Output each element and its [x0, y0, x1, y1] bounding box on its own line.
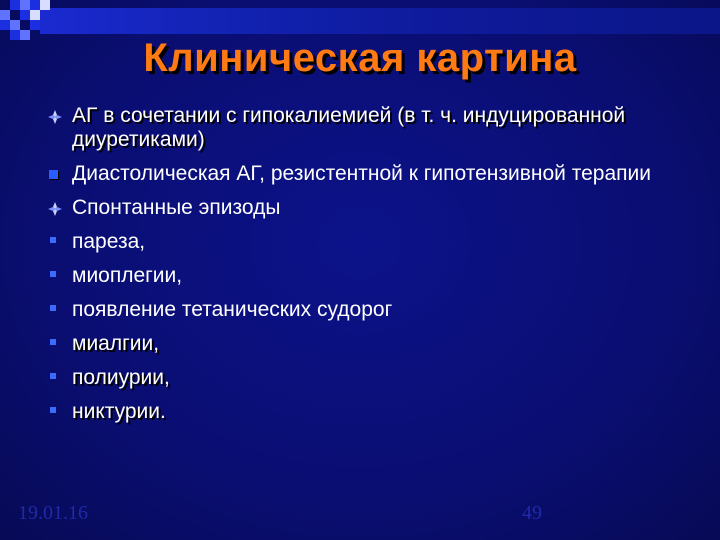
- footer-date: 19.01.16: [18, 502, 88, 524]
- square-icon: [49, 170, 58, 179]
- bullet-item: [46, 196, 686, 220]
- bullet-item: [46, 332, 686, 356]
- bullet-text: никтурии.: [72, 400, 166, 423]
- bullet-text: Спонтанные эпизоды: [72, 196, 281, 219]
- bullet-item: [46, 366, 686, 390]
- bullet-item: [46, 264, 686, 288]
- slide-title: Клиническая картина: [143, 36, 577, 80]
- bullet-text: появление тетанических судорог: [72, 298, 393, 321]
- bullet-item: [46, 162, 686, 186]
- bullet-item: [46, 298, 686, 322]
- small-square-icon: [50, 237, 56, 243]
- bullet-list: [46, 104, 686, 434]
- small-square-icon: [50, 305, 56, 311]
- bullet-item: [46, 104, 686, 152]
- small-square-icon: [50, 339, 56, 345]
- bullet-text: миалгии,: [72, 332, 160, 355]
- small-square-icon: [50, 407, 56, 413]
- diamond-icon: [48, 110, 62, 124]
- bullet-item: [46, 230, 686, 254]
- bullet-text: пареза,: [72, 230, 146, 253]
- diamond-icon: [48, 202, 62, 216]
- bullet-text: Диастолическая АГ, резистентной к гипотензивной терапии: [72, 162, 651, 185]
- bullet-text: АГ в сочетании с гипокалиемией (в т. ч. индуцированной диуретиками): [72, 104, 626, 151]
- page-number: 49: [522, 502, 542, 524]
- small-square-icon: [50, 373, 56, 379]
- bullet-text: миоплегии,: [72, 264, 183, 287]
- bullet-text: полиурии,: [72, 366, 170, 389]
- small-square-icon: [50, 271, 56, 277]
- bullet-item: [46, 400, 686, 424]
- header-decoration-band: [40, 8, 720, 34]
